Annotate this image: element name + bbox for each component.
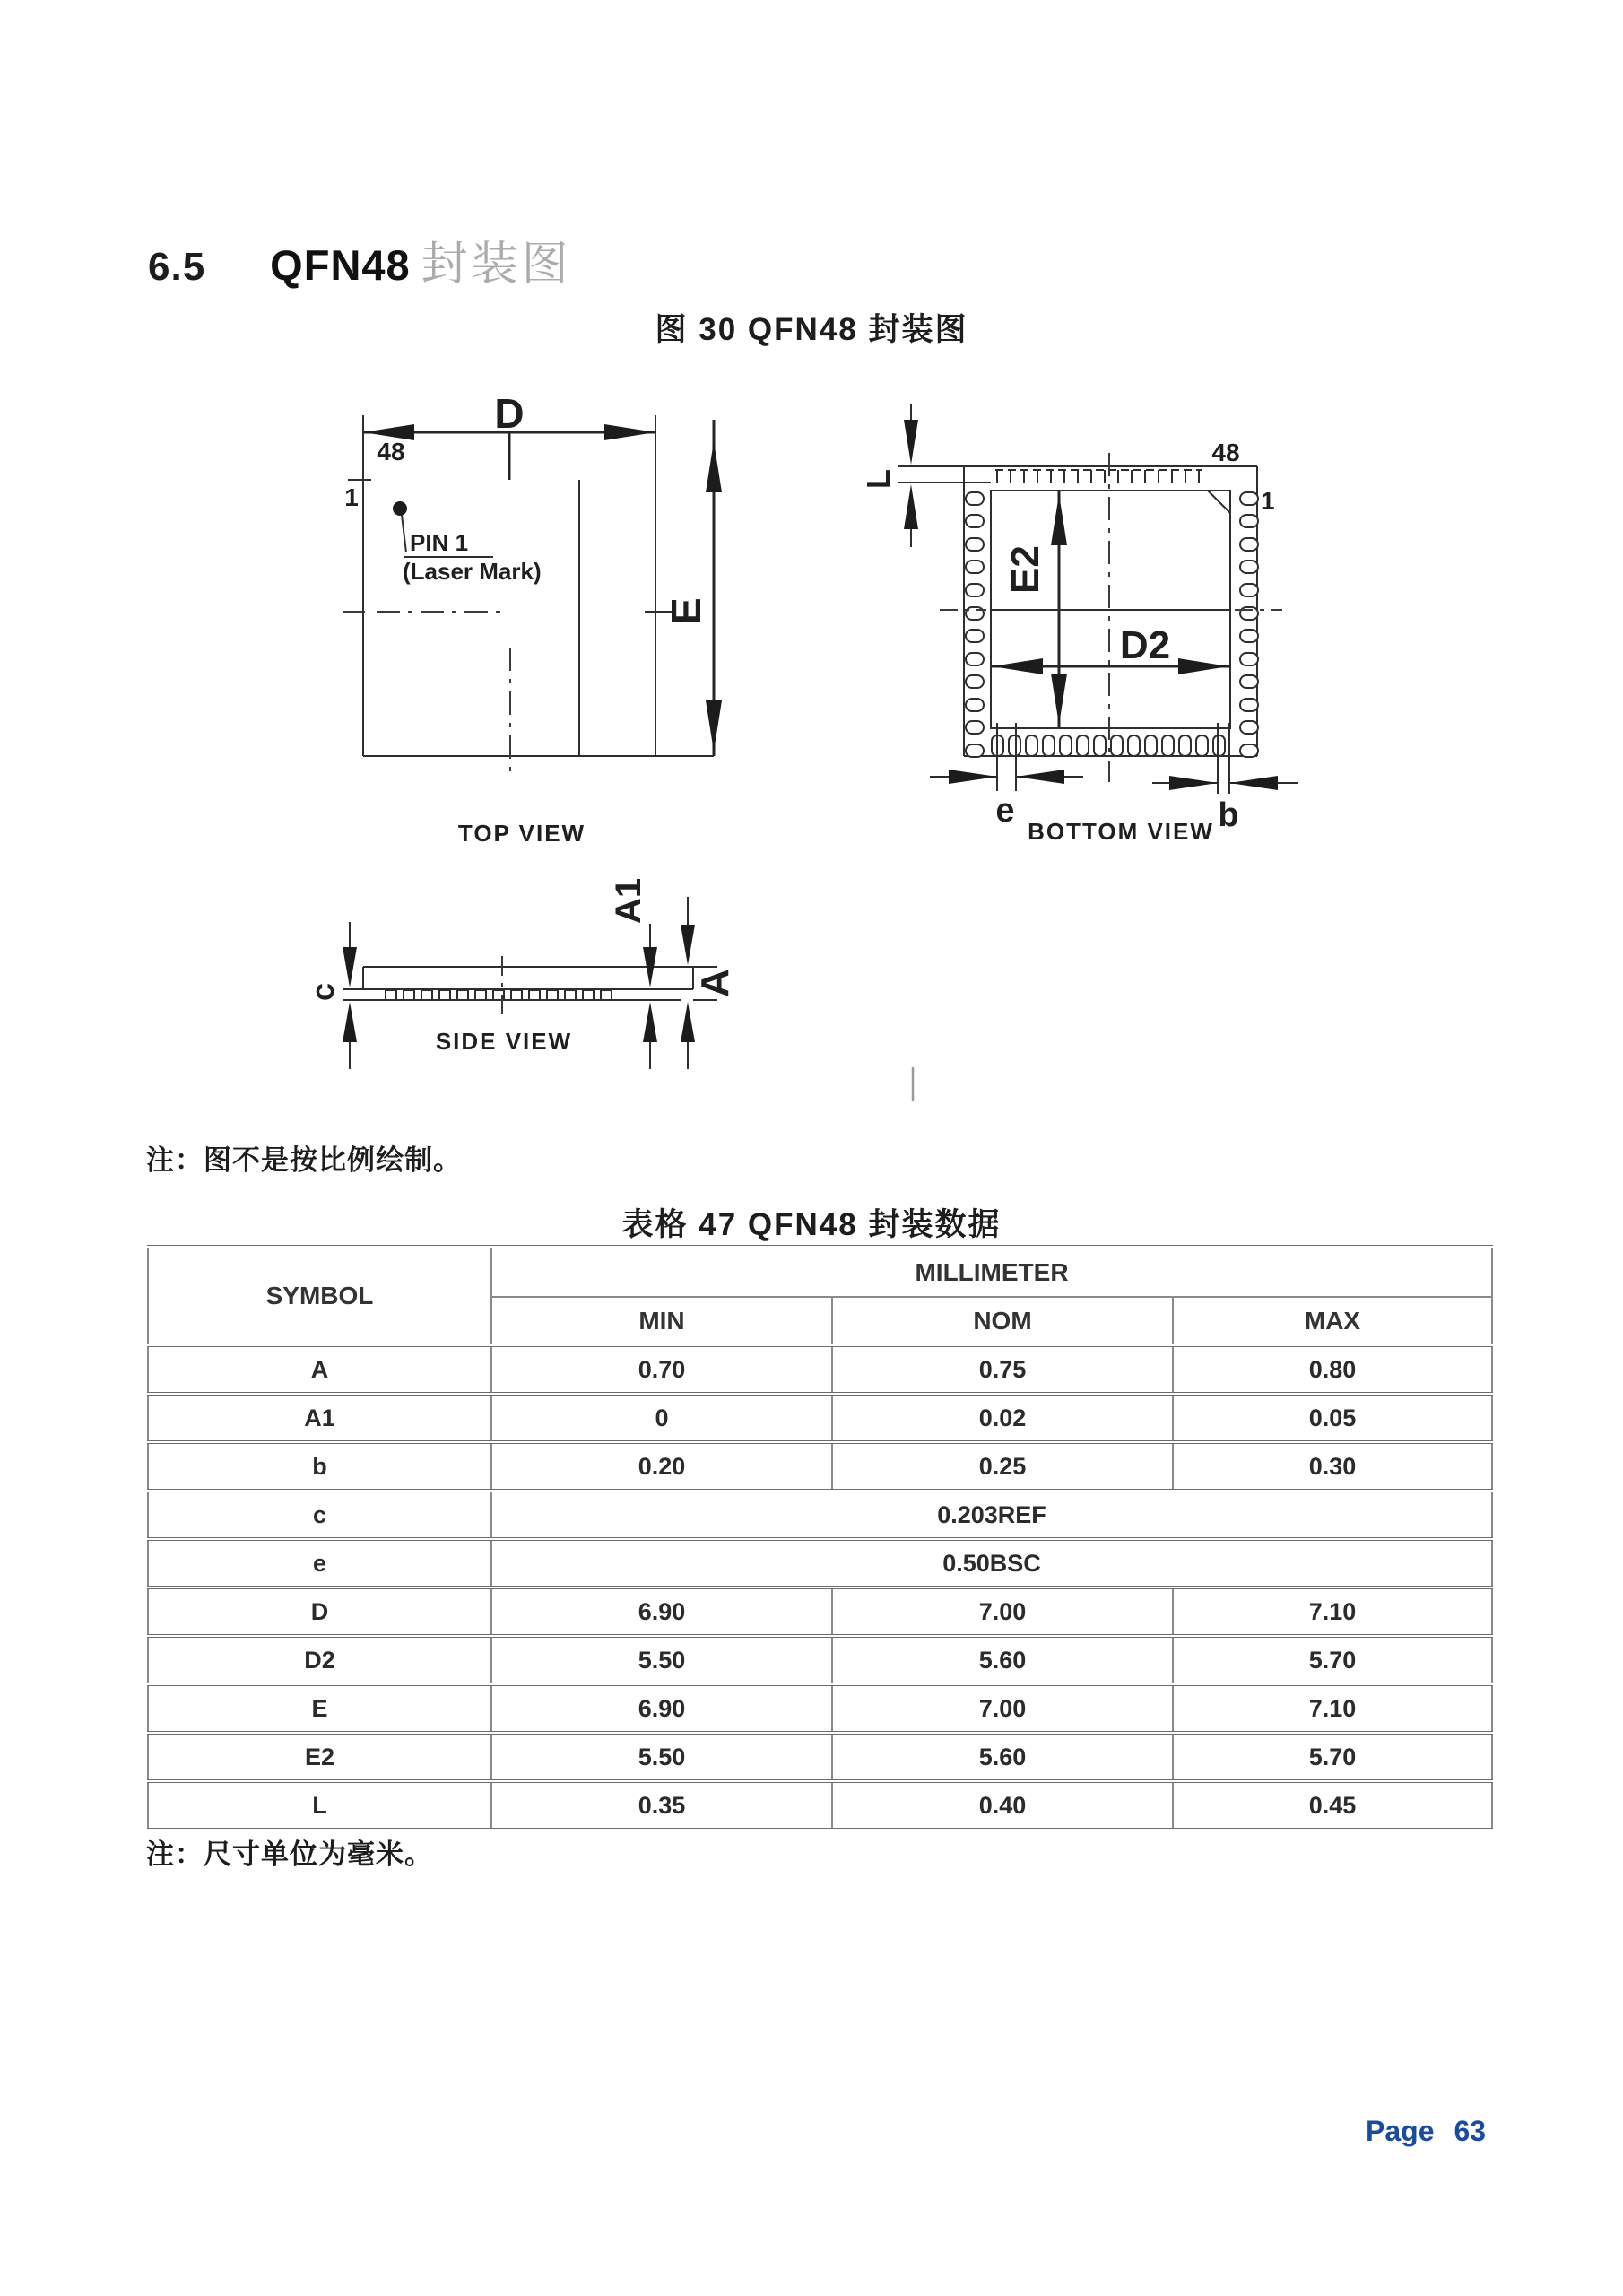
top-view-e-dimension bbox=[663, 420, 722, 756]
note-units: 注：尺寸单位为毫米。 bbox=[146, 1839, 433, 1870]
cell-min: 5.50 bbox=[491, 1733, 832, 1781]
cell-symbol: A bbox=[148, 1345, 491, 1394]
cell-nom: 5.60 bbox=[832, 1733, 1173, 1781]
side-view-label: SIDE VIEW bbox=[435, 1028, 573, 1055]
table-row bbox=[148, 1345, 1492, 1394]
top-view-d-dimension bbox=[363, 390, 655, 480]
cell-nom: 0.02 bbox=[832, 1394, 1173, 1442]
bottom-view-right-pads bbox=[1240, 492, 1258, 757]
note-not-to-scale: 注：图不是按比例绘制。 bbox=[146, 1144, 462, 1176]
bottom-view-dim-e2-label: E2 bbox=[1003, 545, 1047, 594]
table-caption: 表格 47 QFN48 封装数据 bbox=[621, 1207, 1002, 1242]
side-view-drawing bbox=[304, 878, 737, 1069]
top-view-dim-e-label: E bbox=[663, 597, 709, 625]
table-row bbox=[148, 1587, 1492, 1636]
cell-symbol: b bbox=[148, 1442, 491, 1491]
bottom-view-drawing bbox=[860, 404, 1298, 845]
col-header-min: MIN bbox=[491, 1297, 832, 1345]
bottom-view-left-pads bbox=[966, 492, 984, 757]
package-dimension-table bbox=[147, 1245, 1493, 1831]
cell-nom: 0.25 bbox=[832, 1442, 1173, 1491]
bottom-view-d2-dimension bbox=[991, 623, 1230, 674]
bottom-view-pin1-label: 1 bbox=[1261, 487, 1275, 515]
side-view-a-dimension bbox=[681, 897, 737, 1069]
table-row bbox=[148, 1491, 1492, 1539]
cell-min: 0.70 bbox=[491, 1345, 832, 1394]
cell-max: 7.10 bbox=[1173, 1587, 1492, 1636]
section-title-en: QFN48 bbox=[270, 241, 411, 289]
bottom-view-dim-l-label: L bbox=[860, 469, 897, 489]
bottom-view-outline bbox=[898, 466, 1257, 756]
side-view-c-dimension bbox=[304, 922, 357, 1069]
bottom-view-l-dimension bbox=[860, 404, 918, 547]
section-number: 6.5 bbox=[148, 245, 206, 289]
top-view-label: TOP VIEW bbox=[457, 820, 586, 847]
cell-nom: 0.40 bbox=[832, 1781, 1173, 1830]
cell-span-value: 0.50BSC bbox=[491, 1539, 1492, 1587]
cell-nom: 5.60 bbox=[832, 1636, 1173, 1684]
cell-min: 6.90 bbox=[491, 1684, 832, 1733]
cell-symbol: E bbox=[148, 1684, 491, 1733]
side-view-a1-dimension bbox=[609, 878, 657, 1069]
cell-max: 5.70 bbox=[1173, 1733, 1492, 1781]
page-label: Page bbox=[1366, 2115, 1435, 2147]
pin1-callout-line2: (Laser Mark) bbox=[403, 558, 542, 585]
pin1-callout bbox=[393, 501, 542, 585]
top-view-pin1-label: 1 bbox=[344, 483, 359, 511]
bottom-view-dim-e-label: e bbox=[995, 792, 1015, 830]
cell-max: 0.80 bbox=[1173, 1345, 1492, 1394]
cell-max: 0.30 bbox=[1173, 1442, 1492, 1491]
cell-max: 0.05 bbox=[1173, 1394, 1492, 1442]
cell-min: 5.50 bbox=[491, 1636, 832, 1684]
table-row bbox=[148, 1394, 1492, 1442]
table-row bbox=[148, 1636, 1492, 1684]
cell-min: 0 bbox=[491, 1394, 832, 1442]
page-number bbox=[1366, 2115, 1486, 2148]
cell-nom: 7.00 bbox=[832, 1684, 1173, 1733]
top-view-dim-d-label: D bbox=[494, 390, 525, 437]
col-header-max: MAX bbox=[1173, 1297, 1492, 1345]
table-row bbox=[148, 1781, 1492, 1830]
cell-symbol: D bbox=[148, 1587, 491, 1636]
top-view-centerlines bbox=[343, 612, 510, 771]
cell-symbol: A1 bbox=[148, 1394, 491, 1442]
cell-symbol: e bbox=[148, 1539, 491, 1587]
cell-nom: 7.00 bbox=[832, 1587, 1173, 1636]
section-title-zh: 封装图 bbox=[421, 239, 572, 291]
side-view-dim-c-label: c bbox=[304, 982, 341, 1001]
cell-span-value: 0.203REF bbox=[491, 1491, 1492, 1539]
top-view-outline bbox=[348, 415, 714, 756]
table-row bbox=[148, 1442, 1492, 1491]
cell-min: 0.35 bbox=[491, 1781, 832, 1830]
table-row bbox=[148, 1539, 1492, 1587]
table-row bbox=[148, 1733, 1492, 1781]
cell-symbol: E2 bbox=[148, 1733, 491, 1781]
col-header-nom: NOM bbox=[832, 1297, 1173, 1345]
figure-caption: 图 30 QFN48 封装图 bbox=[655, 312, 968, 347]
bottom-view-dim-b-label: b bbox=[1218, 796, 1239, 834]
cell-min: 0.20 bbox=[491, 1442, 832, 1491]
cell-max: 7.10 bbox=[1173, 1684, 1492, 1733]
table-row bbox=[148, 1684, 1492, 1733]
bottom-view-top-pads bbox=[995, 470, 1202, 483]
bottom-view-label: BOTTOM VIEW bbox=[1028, 818, 1214, 845]
bottom-view-dim-d2-label: D2 bbox=[1119, 623, 1171, 667]
package-drawing bbox=[0, 0, 1623, 1130]
cell-symbol: L bbox=[148, 1781, 491, 1830]
cell-symbol: c bbox=[148, 1491, 491, 1539]
cell-min: 6.90 bbox=[491, 1587, 832, 1636]
cell-max: 0.45 bbox=[1173, 1781, 1492, 1830]
cell-max: 5.70 bbox=[1173, 1636, 1492, 1684]
side-view-dim-a-label: A bbox=[693, 969, 737, 997]
side-view-pads bbox=[386, 990, 612, 1000]
top-view-drawing bbox=[343, 390, 722, 847]
bottom-view-pin48-label: 48 bbox=[1211, 439, 1240, 466]
col-header-symbol: SYMBOL bbox=[148, 1247, 491, 1345]
cell-nom: 0.75 bbox=[832, 1345, 1173, 1394]
page-number-value: 63 bbox=[1454, 2115, 1487, 2147]
side-view-dim-a1-label: A1 bbox=[609, 877, 648, 924]
cell-symbol: D2 bbox=[148, 1636, 491, 1684]
pin1-callout-line1: PIN 1 bbox=[410, 529, 469, 556]
col-header-millimeter: MILLIMETER bbox=[491, 1247, 1492, 1297]
top-view-pin48-label: 48 bbox=[377, 438, 405, 465]
